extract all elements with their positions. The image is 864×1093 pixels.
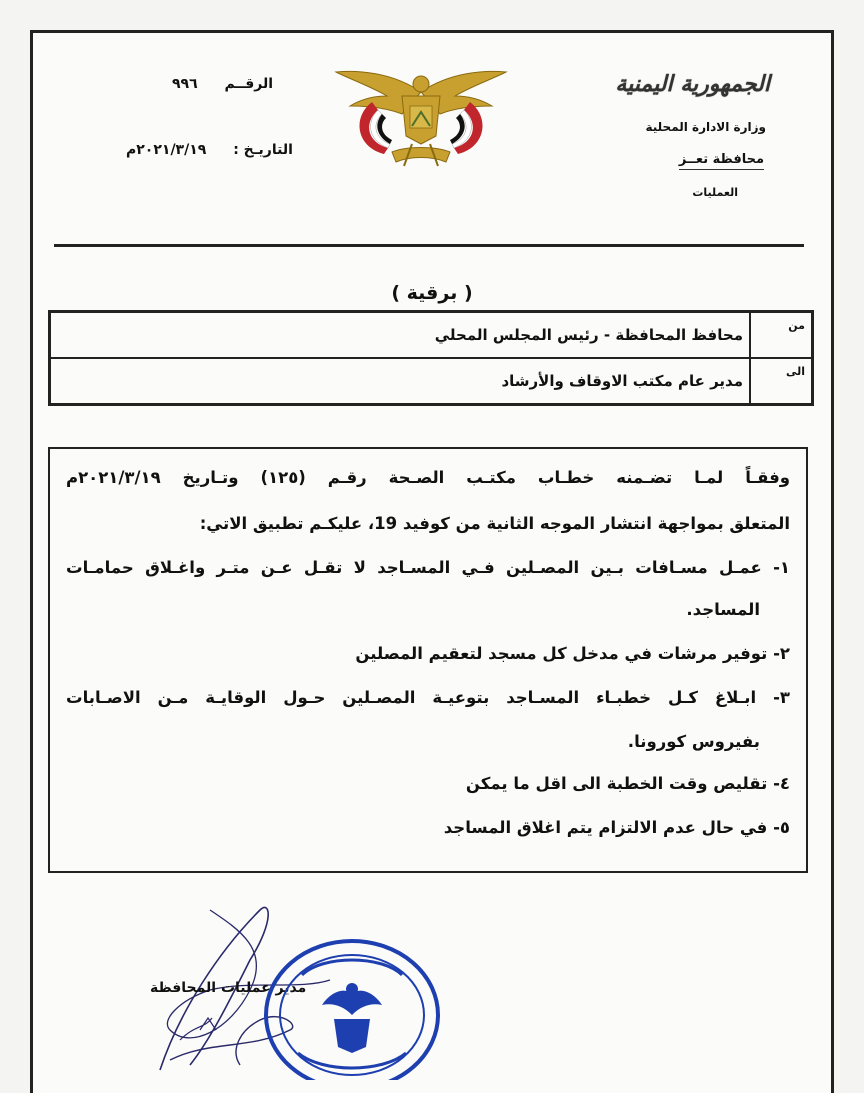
letterhead-country: الجمهورية اليمنية — [615, 72, 770, 97]
to-row — [50, 358, 813, 405]
to-label: الى — [750, 358, 813, 405]
date-value: ٢٠٢١/٣/١٩م — [126, 142, 207, 158]
date-label: التاريـخ : — [233, 142, 293, 158]
from-label: من — [750, 312, 813, 359]
letterhead-ministry: وزارة الادارة المحلية — [645, 120, 766, 134]
header-divider — [54, 244, 804, 247]
letterhead-province: محافظة تعــز — [679, 152, 764, 170]
body-line-5: ٢- توفير مرشات في مدخل كل مسجد لتعقيم المصلين — [355, 644, 790, 663]
official-stamp-icon — [262, 935, 442, 1080]
to-value: مدير عام مكتب الاوقاف والأرشاد — [50, 358, 751, 405]
body-line-3: ١- عمـل مسـافات بـين المصـلين فـي المسـاجد لا تقـل عـن متـر واغـلاق حمامـات — [66, 558, 790, 577]
body-line-6: ٣- ابـلاغ كـل خطبـاء المسـاجد بتوعيـة المصـلين حـول الوقايـة مـن الاصـابات — [66, 688, 790, 707]
body-line-8: ٤- تقليص وقت الخطبة الى اقل ما يمكن — [465, 774, 790, 793]
document-type-title: ( برقية ) — [391, 282, 473, 304]
document-date — [104, 142, 293, 158]
from-to-table — [48, 310, 814, 406]
body-line-4: المساجد. — [686, 600, 760, 619]
telegram-body — [48, 447, 808, 873]
letterhead-department: العمليات — [692, 186, 738, 199]
body-line-7: بفيروس كورونا. — [627, 732, 760, 751]
from-row — [50, 312, 813, 359]
body-line-2: المتعلق بمواجهة انتشار الموجه الثانية من كوفيد 19، عليكـم تطبيق الاتي: — [199, 514, 790, 533]
signatory-title: مدير عمليات المحافظة — [150, 980, 307, 996]
reference-number — [150, 76, 273, 92]
yemen-eagle-emblem-icon — [332, 62, 510, 170]
body-line-9: ٥- في حال عدم الالتزام يتم اغلاق المساجد — [443, 818, 790, 837]
from-value: محافظ المحافظة - رئيس المجلس المحلي — [50, 312, 751, 359]
body-line-1: وفقـاً لمـا تضـمنه خطـاب مكتـب الصـحة رقـم (١٢٥) وتـاريخ ٢٠٢١/٣/١٩م — [66, 468, 791, 487]
number-label: الرقــم — [224, 76, 273, 92]
number-value: ٩٩٦ — [172, 76, 198, 92]
